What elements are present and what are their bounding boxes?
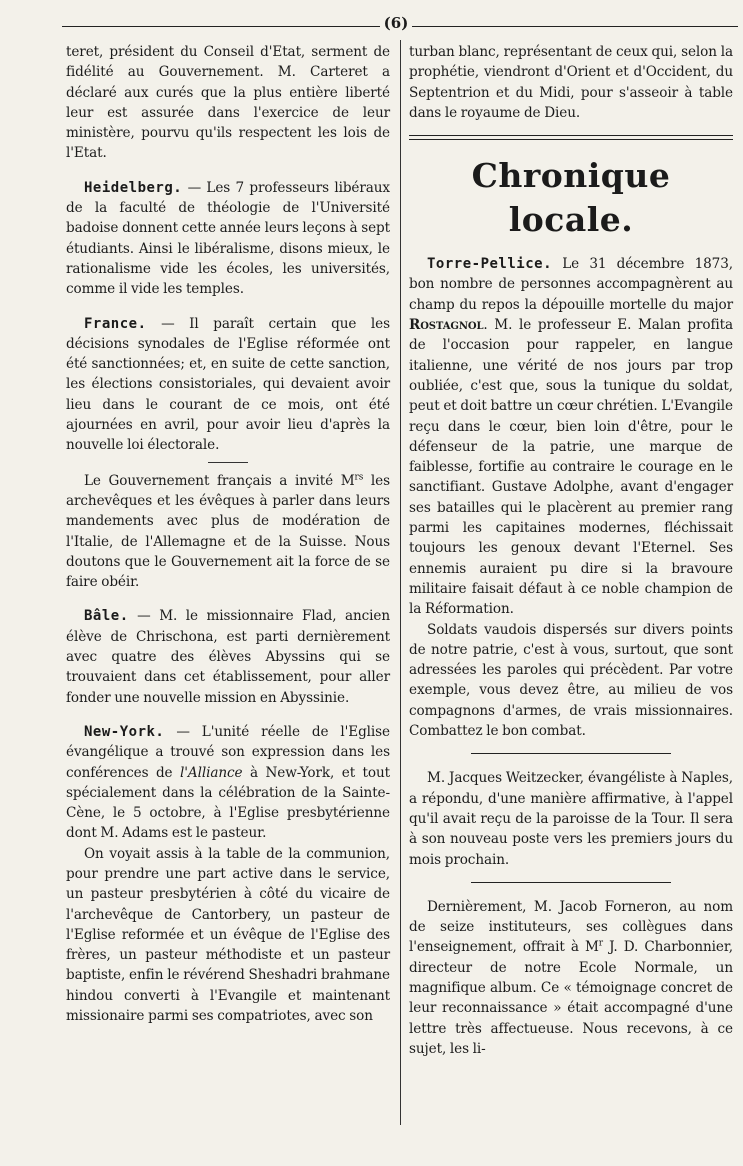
torre-pellice-keyword: Torre-Pellice. <box>427 256 553 273</box>
article-heidelberg <box>66 178 390 300</box>
gouvernement-text-b: les archevêques et les évêques à parler dans leurs mandements avec plus de modération de l'Italie, de l'Allemagne et de la Suisse. Nous doutons que le Gouvernement ait la force de se faire obéir. <box>66 472 390 591</box>
torre-pellice-name: Rostagnol <box>409 317 484 334</box>
article-weitzecker <box>409 768 733 869</box>
article-torre-pellice <box>409 254 733 741</box>
heidelberg-keyword: Heidelberg. <box>84 179 183 196</box>
bale-text: — M. le missionnaire Flad, ancien élève de Chrischona, est parti dernièrement avec quatre des élèves Abyssins qui se trouvaient dans cet établissement, pour aller fonder une nouvelle mission en Abyssinie. <box>66 608 390 706</box>
separator-rule <box>471 753 671 754</box>
article-new-york <box>66 722 390 1026</box>
weitzecker-text: M. Jacques Weitzecker, évangéliste à Naples, a répondu, d'une manière affirmative, à l'appel qu'il avait reçu de la paroisse de la Tour. Il sera à son nouveau poste vers les premiers jours du mois prochain. <box>409 770 733 868</box>
article-france <box>66 314 390 456</box>
torre-pellice-text-a: Le 31 décembre 1873, bon nombre de personnes accompagnèrent au champ du repos la dépouille mortelle du major <box>409 256 733 313</box>
forneron-sup: r <box>598 938 603 949</box>
forneron-text-b: J. D. Charbonnier, directeur de notre Ecole Normale, un magnifique album. Ce « témoignage concret de leur reconnaissance » était accompagné d'une lettre très affectueuse. Nous recevons, à ce sujet, les li- <box>409 939 733 1057</box>
soldats-text: Soldats vaudois dispersés sur divers points de notre patrie, c'est à vous, surtout, que sont adressées les paroles qui précèdent. Par votre exemple, vous devez être, au milieu de vos compagnons d'armes, de vrais missionnaires. Combattez le bon combat. <box>409 621 733 740</box>
new-york-text-b: à New-York, et tout spécialement dans la célébration de la Sainte-Cène, le 5 octobre, à l'Eglise presbytérienne dont M. Adams est le pasteur. <box>66 764 391 842</box>
intro-text: teret, président du Conseil d'Etat, serment de fidélité au Gouvernement. M. Carteret a déclaré aux curés que la plus entière liberté leur est assurée dans l'exercice de leur ministère, pourvu qu'ils respectent les lois de l'Etat. <box>66 44 390 162</box>
article-intro <box>66 42 390 164</box>
article-forneron <box>409 897 733 1059</box>
gouvernement-text-a: Le Gouvernement français a invité M <box>84 472 355 489</box>
double-rule <box>409 135 733 140</box>
header-rule-right <box>412 26 738 27</box>
separator-rule <box>471 882 671 883</box>
section-heading: Chronique locale. <box>471 156 671 240</box>
heidelberg-text: — Les 7 professeurs libéraux de la faculté de théologie de l'Université badoise donnent cette année leurs leçons à sept étudiants. Ainsi le libéralisme, disons mieux, le rationalisme vide les écoles, les universités, comme il vide les temples. <box>66 179 390 298</box>
article-bale <box>66 606 390 707</box>
france-keyword: France. <box>84 315 147 332</box>
column-divider <box>400 40 401 1125</box>
left-column <box>66 42 390 1026</box>
article-gouvernement <box>66 471 390 593</box>
new-york-text-a: — L'unité réelle de l'Eglise évangélique a trouvé son expression dans les conférences de <box>66 723 390 781</box>
separator-rule <box>208 462 248 463</box>
gouvernement-sup: rs <box>354 472 364 483</box>
turban-text: turban blanc, représentant de ceux qui, selon la prophétie, viendront d'Orient et d'Occident, du Septentrion et du Midi, pour s'asseoir à table dans le royaume de Dieu. <box>409 44 733 121</box>
page-number: (6) <box>383 14 409 32</box>
torre-pellice-text-b: . M. le professeur E. Malan profita de l'occasion pour rappeler, en langue italienne, une vérité de nos jours par trop oubliée, c'est que, sous la tunique du soldat, peut et doit battre un cœur chrétien. L'Evangile reçu dans le cœur, bien loin d'être, pour le défenseur de la patrie, une marque de faiblesse, fortifie au contraire le courage en le sanctifiant. Gustave Adolphe, avant d'engager ses batailles qui le placèrent au premier rang parmi les capitaines modernes, fléchissait toujours les genoux devant l'Eternel. Ses ennemis auraient pu dire si la bravoure militaire faisait défaut à ce noble champion de la Réformation. <box>409 317 733 618</box>
new-york-italic: l'Alliance <box>180 764 243 781</box>
new-york-keyword: New-York. <box>84 723 165 740</box>
france-text: — Il paraît certain que les décisions synodales de l'Eglise réformée ont été sanctionnées; et, en suite de cette sanction, les élections consistoriales, qui devaient avoir lieu dans le courant de ce mois, ont été ajournées en avril, pour avoir lieu d'après la nouvelle loi électorale. <box>66 315 390 454</box>
header-rule-left <box>62 26 380 27</box>
right-column <box>409 42 733 1059</box>
forneron-text-a: Dernièrement, M. Jacob Forneron, au nom de seize instituteurs, ses collègues dans l'enseignement, offrait à M <box>409 898 733 956</box>
bale-keyword: Bâle. <box>84 608 129 625</box>
communion-text: On voyait assis à la table de la communion, pour prendre une part active dans le service, un pasteur presbytérien à côté du vicaire de l'archevêque de Cantorbery, un pasteur de l'Eglise reformée et un évêque de l'Eglise des frères, un pasteur méthodiste et un pasteur baptiste, enfin le révérend Sheshadri brahmane hindou converti à l'Evangile et maintenant missionaire parmi ses compatriotes, avec son <box>66 845 390 1025</box>
